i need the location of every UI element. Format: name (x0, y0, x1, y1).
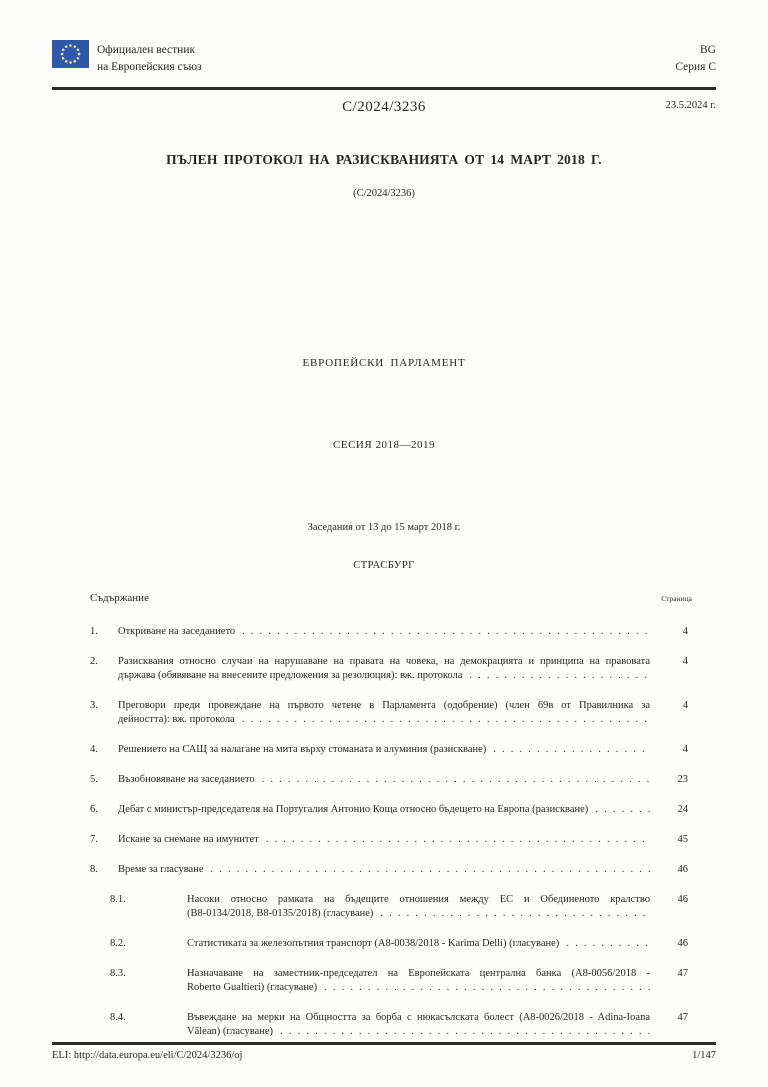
toc-item-number: 8.3. (110, 968, 126, 979)
toc-item-line: Откриване на заседанието . . . (118, 625, 650, 639)
footer-rule (52, 1042, 716, 1045)
dot-leader (210, 863, 650, 877)
toc-item-line: Дебат с министър-председателя на Португалия Антонио Коща относно бъдещето на Европа (разискване) . . . (118, 803, 650, 817)
toc-item-line: Преговори преди провеждане на първото четене в Парламента (одобрение) (член 69в от Правилника за (118, 700, 650, 711)
toc-row (52, 743, 688, 757)
toc-page-heading: Страница (661, 594, 692, 603)
journal-title-line1: Официален вестник (97, 44, 196, 56)
page-number: 1/147 (692, 1049, 716, 1061)
dot-leader (493, 743, 650, 757)
toc-item-line: държава (обявяване на внесените предложения за резолюция): вж. протокола . . . (118, 669, 650, 683)
series-label: Серия C (675, 61, 716, 73)
toc-item-line: Време за гласуване . . . (118, 863, 650, 877)
institution-name: ЕВРОПЕЙСКИ ПАРЛАМЕНТ (302, 357, 466, 369)
toc-row (52, 833, 688, 847)
toc-item-text (118, 863, 650, 877)
eu-flag-icon (52, 40, 89, 68)
doc-title: ПЪЛЕН ПРОТОКОЛ НА РАЗИСКВАНИЯТА ОТ 14 МАРТ 2018 Г. (166, 152, 602, 167)
toc-item-page: 24 (677, 804, 688, 815)
toc-item-text (187, 893, 650, 921)
toc-item-line: Назначаване на заместник-председател на Европейската централна банка (A8-0056/2018 - (187, 968, 650, 979)
toc-item-line: Vălean) (гласуване) . . . (187, 1025, 650, 1039)
masthead (52, 0, 716, 76)
toc-item-number: 8.4. (110, 1012, 126, 1023)
toc-item-text (118, 773, 650, 787)
page-footer (52, 1042, 716, 1061)
toc-item-number: 1. (90, 626, 98, 637)
toc-item-line: Възобновяване на заседанието . . . (118, 773, 650, 787)
dot-leader (266, 833, 650, 847)
toc-item-text (187, 967, 650, 995)
toc-row (52, 1011, 688, 1039)
dot-leader (469, 669, 650, 683)
toc-item-text (118, 833, 650, 847)
toc-item-number: 3. (90, 700, 98, 711)
toc-row (52, 699, 688, 727)
doc-number: C/2024/3236 (342, 99, 426, 115)
toc-item-line: дейността): вж. протокола . . . (118, 713, 650, 727)
toc-heading: Съдържание (90, 592, 149, 604)
toc-item-number: 8.1. (110, 894, 126, 905)
toc-item-line: Искане за снемане на имунитет . . . (118, 833, 650, 847)
toc-item-number: 7. (90, 834, 98, 845)
dot-leader (242, 713, 650, 727)
toc-item-line: Разисквания относно случаи на нарушаване на правата на човека, на демокрацията и принципа на правовата (118, 656, 650, 667)
toc-item-number: 6. (90, 804, 98, 815)
toc-row (52, 937, 688, 951)
toc-row (52, 967, 688, 995)
toc-item-page: 46 (677, 894, 688, 905)
toc-row (52, 773, 688, 787)
toc-item-number: 4. (90, 744, 98, 755)
masthead-right (675, 40, 716, 76)
toc-item-line: Статистиката за железопътния транспорт (A8-0038/2018 - Karima Delli) (гласуване) . . . (187, 937, 650, 951)
toc-item-number: 8.2. (110, 938, 126, 949)
language-code: BG (700, 44, 716, 56)
toc-row (52, 893, 688, 921)
sittings-dates: Заседания от 13 до 15 март 2018 г. (307, 522, 461, 533)
toc-header (52, 592, 716, 604)
doc-subtitle: (C/2024/3236) (353, 188, 415, 199)
toc-item-number: 2. (90, 656, 98, 667)
toc-item-page: 46 (677, 864, 688, 875)
dot-leader (595, 803, 650, 817)
dot-leader (380, 907, 650, 921)
location-label: СТРАСБУРГ (353, 560, 415, 571)
toc-item-line: Въвеждане на мерки на Общността за борба с нюкасълската болест (A8-0026/2018 - Adina-Ioana (187, 1012, 650, 1023)
toc-row (52, 625, 688, 639)
publication-date: 23.5.2024 г. (665, 100, 716, 111)
eli-link[interactable]: ELI: http://data.europa.eu/eli/C/2024/3236/oj (52, 1049, 243, 1061)
dot-leader (262, 773, 650, 787)
journal-title (97, 40, 202, 76)
toc-row (52, 863, 688, 877)
toc-item-page: 45 (677, 834, 688, 845)
toc-item-text (187, 1011, 650, 1039)
toc-item-text (118, 655, 650, 683)
session-label: СЕСИЯ 2018—2019 (333, 439, 435, 451)
toc-item-page: 23 (677, 774, 688, 785)
journal-title-line2: на Европейския съюз (97, 61, 202, 73)
toc-item-number: 8. (90, 864, 98, 875)
dot-leader (280, 1025, 650, 1039)
toc-item-text (118, 625, 650, 639)
toc-item-line: Решението на САЩ за налагане на мита върху стоманата и алуминия (разискване) . . . (118, 743, 650, 757)
toc-item-page: 4 (682, 626, 688, 637)
toc-item-text (118, 743, 650, 757)
toc-item-page: 46 (677, 938, 688, 949)
toc-item-line: (B8-0134/2018, B8-0135/2018) (гласуване) . . . (187, 907, 650, 921)
toc-item-page: 47 (677, 1012, 688, 1023)
toc-item-page: 4 (682, 656, 688, 667)
toc-item-text (187, 937, 650, 951)
toc-item-number: 5. (90, 774, 98, 785)
dot-leader (324, 981, 650, 995)
dot-leader (566, 937, 650, 951)
toc-item-line: Roberto Gualtieri) (гласуване) . . . (187, 981, 650, 995)
toc-item-text (118, 803, 650, 817)
dot-leader (242, 625, 650, 639)
toc-row (52, 655, 688, 683)
header-rule (52, 87, 716, 90)
toc-item-line: Насоки относно рамката на бъдещите отношения между ЕС и Обединеното кралство (187, 894, 650, 905)
toc-item-page: 47 (677, 968, 688, 979)
toc-item-page: 4 (682, 744, 688, 755)
toc-item-page: 4 (682, 700, 688, 711)
toc-row (52, 803, 688, 817)
toc-list (52, 625, 716, 1039)
toc-item-text (118, 699, 650, 727)
